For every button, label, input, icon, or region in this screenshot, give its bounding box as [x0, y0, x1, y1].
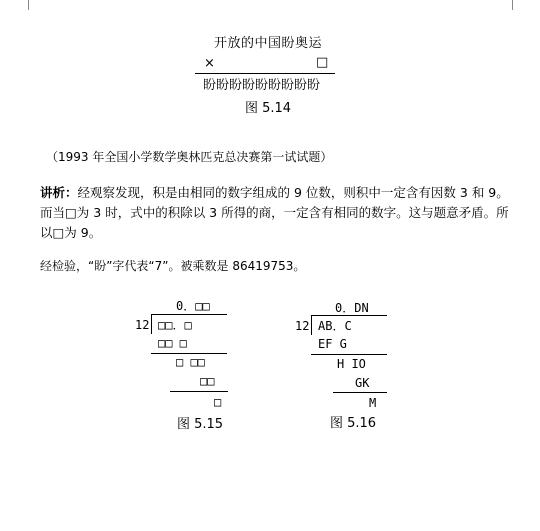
fig515-caption: 图 5.15 — [177, 417, 224, 432]
corner-mark-right — [512, 0, 513, 10]
fig514-multiplier-box: □ — [316, 55, 329, 70]
corner-mark-left — [28, 0, 29, 10]
fig515-quotient: 0．□□ — [176, 299, 210, 313]
check-line: 经检验，“盼”字代表“7”。被乘数是 86419753。 — [40, 259, 306, 273]
fig516-rule1 — [311, 354, 387, 355]
fig516-rule2 — [333, 392, 387, 393]
fig516-row1: EF G — [318, 337, 347, 351]
fig516-divisor: 12 — [295, 319, 310, 333]
fig515-division-bracket — [151, 314, 152, 334]
fig515-divisor: 12 — [135, 318, 150, 332]
fig515-rule2 — [170, 391, 228, 392]
fig515-division-bar — [151, 314, 227, 315]
fig516-row4: M — [369, 396, 377, 410]
fig516-row2: H IO — [337, 357, 366, 371]
fig516-division-bracket — [311, 315, 312, 335]
fig516-dividend: AB．C — [318, 319, 352, 333]
fig516-row3: GK — [355, 376, 370, 390]
analysis-label: 讲析： — [40, 185, 78, 200]
fig516-quotient: 0．DN — [335, 301, 369, 315]
fig514-product: 盼盼盼盼盼盼盼盼盼 — [203, 78, 321, 93]
fig515-dividend: □□．□ — [158, 318, 192, 332]
fig515-rule1 — [151, 353, 227, 354]
source-note: （1993 年全国小学数学奥林匹克总决赛第一试试题） — [46, 150, 333, 164]
fig515-row2: □ □□ — [176, 355, 205, 369]
analysis-text: 经观察发现，积是由相同的数字组成的 9 位数，则积中一定含有因数 3 和 9。而当□为 3 时，式中的积除以 3 所得的商，一定含有相同的数字。这与题意矛盾。所以□为 9。 — [40, 185, 509, 240]
fig514-rule — [195, 73, 335, 74]
analysis-paragraph — [40, 183, 514, 243]
fig516-caption: 图 5.16 — [330, 416, 377, 431]
fig514-caption: 图 5.14 — [245, 101, 292, 116]
fig516-division-bar — [311, 315, 387, 316]
fig514-times-sign: × — [204, 56, 215, 71]
fig515-row1: □□ □ — [158, 336, 187, 350]
fig515-row4: □ — [214, 395, 222, 409]
fig515-row3: □□ — [200, 374, 215, 388]
fig514-multiplicand: 开放的中国盼奥运 — [214, 36, 323, 51]
